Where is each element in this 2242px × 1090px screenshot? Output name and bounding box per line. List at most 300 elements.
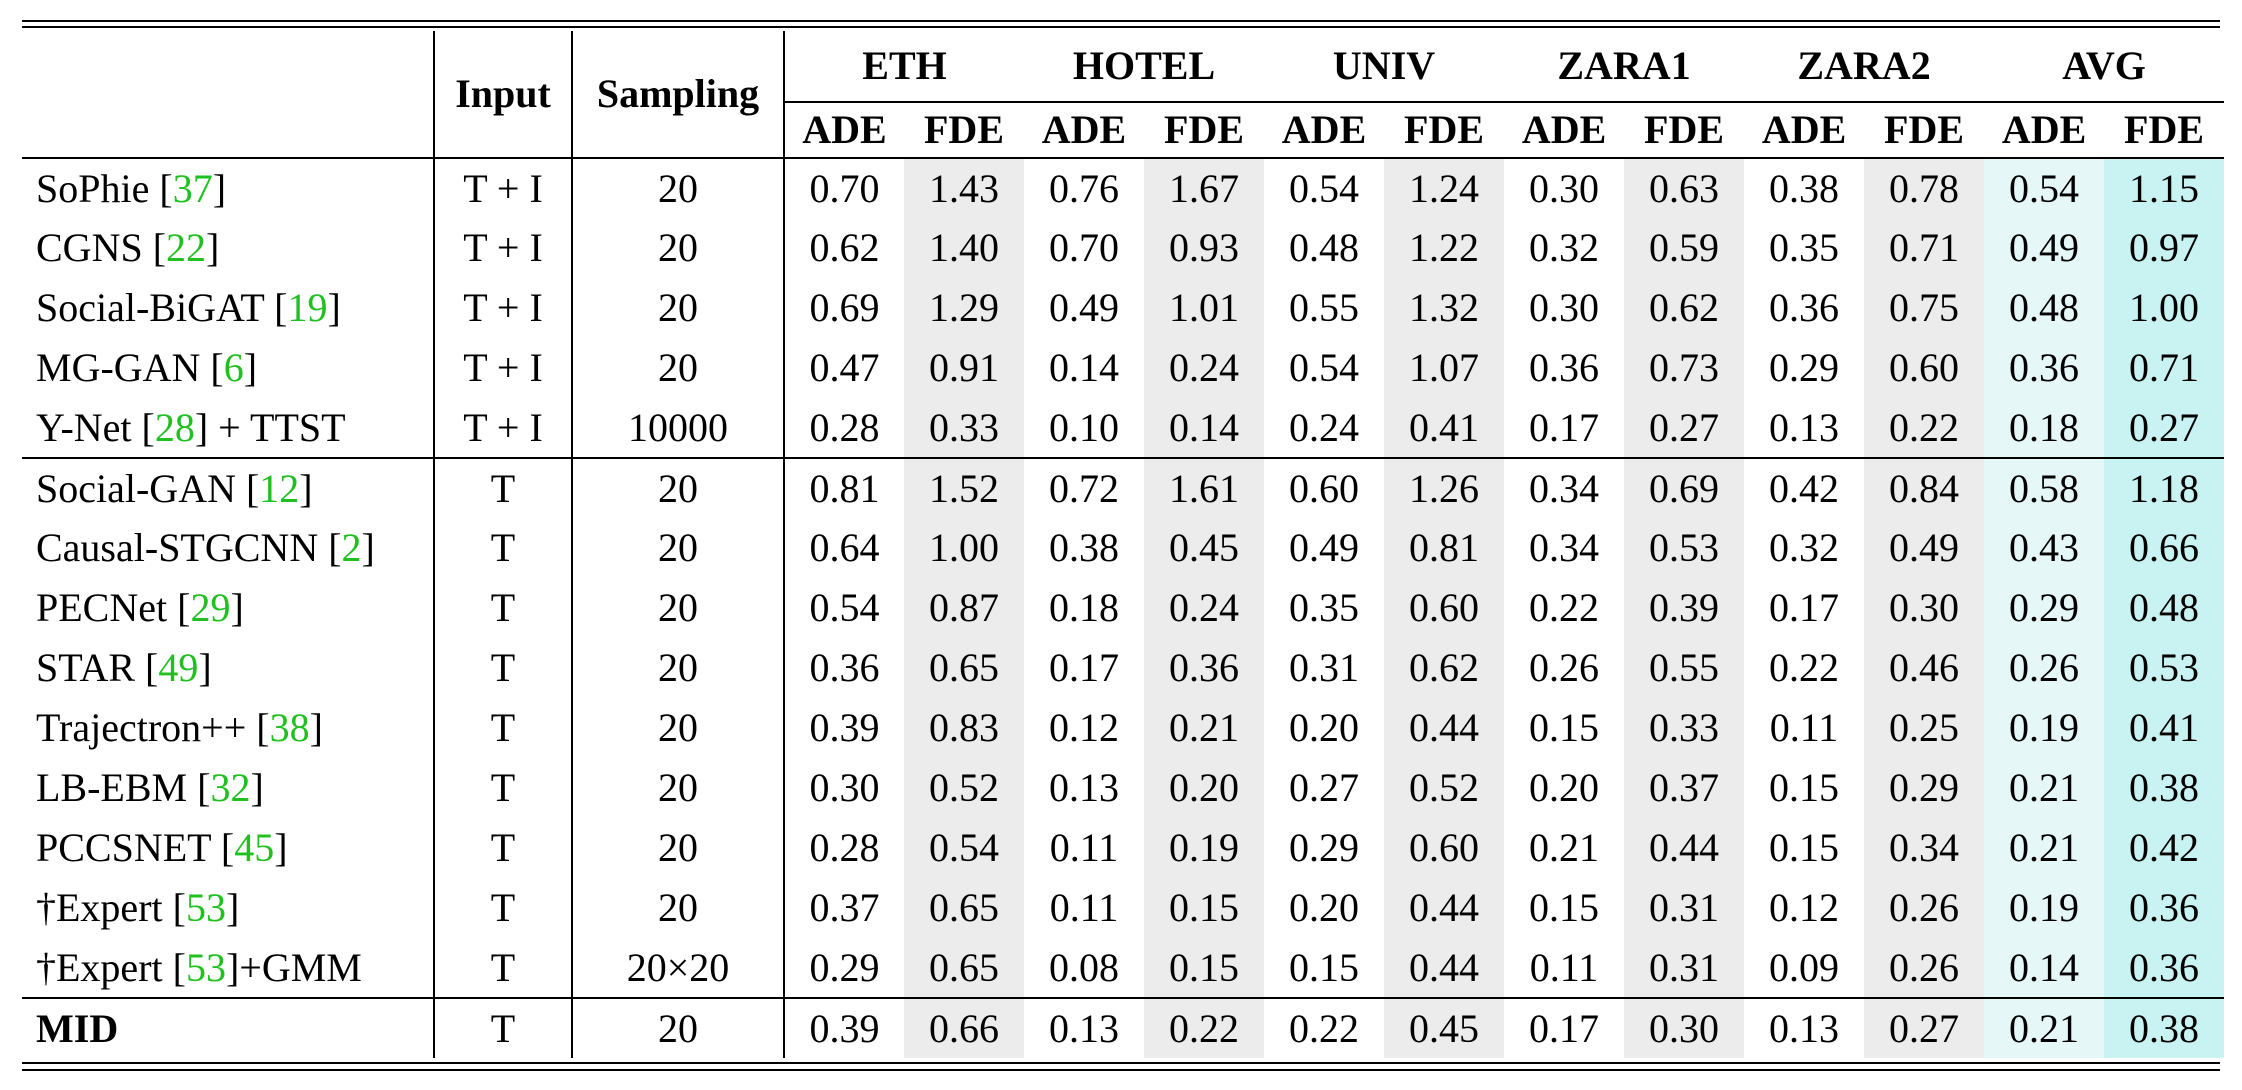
sampling-cell: 20	[572, 698, 784, 758]
method-suffix: ]	[361, 525, 375, 570]
ade-value: 0.09	[1769, 944, 1840, 990]
method-label: PCCSNET [	[36, 825, 235, 870]
ade-value: 0.28	[809, 825, 880, 870]
input-cell: T	[434, 758, 572, 818]
fde-value: 0.20	[1144, 758, 1264, 818]
ade-value: 0.27	[1289, 765, 1360, 810]
fde-value: 0.31	[1624, 878, 1744, 938]
ade-value: 0.21	[1984, 818, 2104, 878]
table-row	[22, 938, 2224, 998]
ade-value: 0.18	[1049, 585, 1120, 630]
fde-value: 1.29	[904, 278, 1024, 338]
sampling-cell: 20	[572, 818, 784, 878]
method-suffix: ]	[274, 825, 288, 870]
method-name	[22, 218, 434, 278]
results-table	[22, 31, 2224, 1058]
ade-value: 0.54	[809, 585, 880, 630]
method-name	[22, 578, 434, 638]
ade-value: 0.22	[1769, 645, 1840, 690]
method-suffix: ]	[299, 465, 313, 511]
fde-value: 0.53	[2104, 638, 2224, 698]
ade-value: 0.21	[1984, 758, 2104, 818]
ade-value: 0.35	[1769, 225, 1840, 270]
header-ade: ADE	[1504, 102, 1624, 158]
fde-value: 0.49	[1864, 518, 1984, 578]
fde-value: 0.66	[904, 998, 1024, 1058]
input-cell: T	[434, 998, 572, 1058]
citation-link[interactable]: 6	[223, 345, 244, 390]
fde-value: 0.36	[1144, 638, 1264, 698]
input-cell: T	[434, 458, 572, 518]
fde-value: 0.62	[1384, 638, 1504, 698]
ade-value: 0.10	[1049, 404, 1120, 450]
table-row	[22, 698, 2224, 758]
table-row	[22, 218, 2224, 278]
fde-value: 0.27	[1864, 998, 1984, 1058]
ade-value: 0.36	[1529, 345, 1600, 390]
fde-value: 0.24	[1144, 578, 1264, 638]
ade-value: 0.13	[1024, 998, 1144, 1058]
ade-value: 0.32	[1769, 525, 1840, 570]
fde-value: 0.71	[1864, 218, 1984, 278]
ade-value: 0.17	[1504, 998, 1624, 1058]
header-dataset-zara2: ZARA2	[1797, 43, 1931, 88]
header-ade: ADE	[1744, 102, 1864, 158]
ade-value: 0.81	[784, 458, 904, 518]
ade-value: 0.30	[809, 765, 880, 810]
fde-value: 0.44	[1384, 698, 1504, 758]
input-cell: T + I	[434, 278, 572, 338]
header-dataset-eth: ETH	[862, 43, 947, 88]
ade-value: 0.12	[1049, 705, 1120, 750]
fde-value: 0.78	[1864, 158, 1984, 218]
input-cell: T	[434, 878, 572, 938]
ade-value: 0.37	[809, 885, 880, 930]
ade-value: 0.54	[1984, 158, 2104, 218]
fde-value: 0.66	[2104, 518, 2224, 578]
bottom-rule-2	[22, 1069, 2220, 1071]
fde-value: 0.22	[1864, 398, 1984, 458]
ade-value: 0.31	[1289, 645, 1360, 690]
fde-value: 0.27	[1624, 398, 1744, 458]
ade-value: 0.11	[1049, 825, 1119, 870]
ade-value: 0.38	[1049, 525, 1120, 570]
input-cell: T + I	[434, 338, 572, 398]
fde-value: 0.83	[904, 698, 1024, 758]
fde-value: 0.48	[2104, 578, 2224, 638]
table-body	[22, 158, 2224, 1058]
ade-value: 0.15	[1769, 765, 1840, 810]
ade-value: 0.69	[809, 285, 880, 330]
ade-value: 0.24	[1289, 404, 1360, 450]
ade-value: 0.20	[1289, 885, 1360, 930]
ade-value: 0.32	[1529, 225, 1600, 270]
method-suffix: ]	[250, 765, 264, 810]
fde-value: 1.52	[904, 458, 1024, 518]
fde-value: 0.69	[1624, 458, 1744, 518]
ade-value: 0.15	[1529, 705, 1600, 750]
ade-value: 0.12	[1769, 885, 1840, 930]
table-row	[22, 518, 2224, 578]
citation-link[interactable]: 29	[190, 585, 231, 630]
ade-value: 0.08	[1049, 944, 1120, 990]
method-label: SoPhie [	[36, 165, 173, 211]
fde-value: 0.27	[2104, 398, 2224, 458]
sampling-cell: 20	[572, 338, 784, 398]
fde-value: 0.55	[1624, 638, 1744, 698]
method-label: Social-GAN [	[36, 465, 260, 511]
header-fde: FDE	[1864, 102, 1984, 158]
ade-value: 0.18	[1984, 398, 2104, 458]
ade-value: 0.29	[809, 944, 880, 990]
fde-value: 1.07	[1384, 338, 1504, 398]
fde-value: 1.26	[1384, 458, 1504, 518]
citation-link[interactable]: 2	[341, 525, 362, 570]
table-row	[22, 758, 2224, 818]
ade-value: 0.17	[1529, 404, 1600, 450]
method-label: LB-EBM [	[36, 765, 211, 810]
ade-value: 0.54	[1289, 165, 1360, 211]
method-suffix: ]+GMM	[225, 944, 362, 990]
ade-value: 0.64	[809, 525, 880, 570]
table-row	[22, 278, 2224, 338]
method-name	[22, 698, 434, 758]
method-name	[22, 158, 434, 218]
fde-value: 1.00	[2104, 278, 2224, 338]
ade-value: 0.70	[809, 165, 880, 211]
fde-value: 0.65	[904, 638, 1024, 698]
method-name	[22, 518, 434, 578]
input-cell: T	[434, 818, 572, 878]
fde-value: 0.60	[1384, 818, 1504, 878]
fde-value: 0.97	[2104, 218, 2224, 278]
fde-value: 0.41	[2104, 698, 2224, 758]
header-fde: FDE	[1624, 102, 1744, 158]
ade-value: 0.26	[1984, 638, 2104, 698]
fde-value: 0.21	[1144, 698, 1264, 758]
fde-value: 0.93	[1144, 218, 1264, 278]
fde-value: 0.75	[1864, 278, 1984, 338]
fde-value: 0.34	[1864, 818, 1984, 878]
method-label: CGNS [	[36, 225, 167, 270]
fde-value: 0.30	[1624, 998, 1744, 1058]
ade-value: 0.14	[1984, 938, 2104, 998]
method-label: †Expert [	[36, 944, 186, 990]
fde-value: 1.43	[904, 158, 1024, 218]
fde-value: 0.25	[1864, 698, 1984, 758]
fde-value: 0.36	[2104, 878, 2224, 938]
method-label: Trajectron++ [	[36, 705, 270, 750]
ade-value: 0.17	[1049, 645, 1120, 690]
method-suffix: ]	[212, 165, 227, 211]
ade-value: 0.30	[1529, 165, 1600, 211]
sampling-cell: 20	[572, 218, 784, 278]
sampling-cell: 10000	[572, 398, 784, 458]
ade-value: 0.34	[1504, 458, 1624, 518]
ade-value: 0.14	[1049, 345, 1120, 390]
table-row	[22, 398, 2224, 458]
header-method	[22, 31, 434, 158]
ade-value: 0.20	[1289, 705, 1360, 750]
header-fde: FDE	[1144, 102, 1264, 158]
sampling-cell: 20×20	[572, 938, 784, 998]
fde-value: 0.63	[1624, 158, 1744, 218]
ade-value: 0.39	[809, 705, 880, 750]
ade-value: 0.30	[1529, 285, 1600, 330]
citation-link[interactable]: 53	[185, 885, 226, 930]
ade-value: 0.48	[1289, 225, 1360, 270]
citation-link[interactable]: 38	[269, 705, 310, 750]
citation-link[interactable]: 37	[172, 165, 213, 211]
ade-value: 0.13	[1049, 765, 1120, 810]
ade-value: 0.26	[1529, 645, 1600, 690]
fde-value: 0.44	[1384, 878, 1504, 938]
fde-value: 0.22	[1144, 998, 1264, 1058]
ade-value: 0.39	[784, 998, 904, 1058]
ade-value: 0.34	[1529, 525, 1600, 570]
ade-value: 0.13	[1769, 404, 1840, 450]
fde-value: 0.33	[1624, 698, 1744, 758]
fde-value: 0.37	[1624, 758, 1744, 818]
citation-link[interactable]: 19	[287, 285, 328, 330]
ade-value: 0.49	[1289, 525, 1360, 570]
fde-value: 0.81	[1384, 518, 1504, 578]
sampling-cell: 20	[572, 998, 784, 1058]
header-ade: ADE	[784, 102, 904, 158]
fde-value: 0.59	[1624, 218, 1744, 278]
method-suffix: ]	[206, 225, 220, 270]
fde-value: 0.46	[1864, 638, 1984, 698]
method-suffix: ]	[327, 285, 341, 330]
table-row	[22, 818, 2224, 878]
method-suffix: ] + TTST	[194, 404, 346, 450]
table-row	[22, 998, 2224, 1058]
method-label: Y-Net [	[36, 404, 155, 450]
header-dataset-univ: UNIV	[1332, 43, 1436, 88]
input-cell: T	[434, 938, 572, 998]
ade-value: 0.29	[1289, 825, 1360, 870]
fde-value: 0.26	[1864, 878, 1984, 938]
sampling-cell: 20	[572, 278, 784, 338]
method-name	[22, 638, 434, 698]
header-ade: ADE	[1264, 102, 1384, 158]
method-suffix: ]	[243, 345, 258, 390]
ade-value: 0.55	[1289, 285, 1360, 330]
ade-value: 0.28	[809, 404, 880, 450]
ade-value: 0.47	[809, 345, 880, 390]
ade-value: 0.15	[1529, 885, 1600, 930]
fde-value: 0.60	[1864, 338, 1984, 398]
input-cell: T	[434, 578, 572, 638]
fde-value: 0.26	[1864, 938, 1984, 998]
fde-value: 0.44	[1624, 818, 1744, 878]
ade-value: 0.22	[1264, 998, 1384, 1058]
ade-value: 0.62	[809, 225, 880, 270]
ade-value: 0.72	[1024, 458, 1144, 518]
fde-value: 0.52	[1384, 758, 1504, 818]
ade-value: 0.60	[1264, 458, 1384, 518]
ade-value: 0.15	[1769, 825, 1840, 870]
ade-value: 0.49	[1049, 285, 1120, 330]
method-label: Social-BiGAT [	[36, 285, 288, 330]
input-cell: T + I	[434, 398, 572, 458]
ade-value: 0.17	[1769, 585, 1840, 630]
sampling-cell: 20	[572, 518, 784, 578]
ade-value: 0.19	[1984, 698, 2104, 758]
table-row	[22, 458, 2224, 518]
fde-value: 0.38	[2104, 758, 2224, 818]
fde-value: 0.39	[1624, 578, 1744, 638]
method-suffix: ]	[225, 885, 240, 930]
header-ade: ADE	[1024, 102, 1144, 158]
fde-value: 0.45	[1144, 518, 1264, 578]
header-row-datasets	[22, 31, 2224, 102]
input-cell: T	[434, 698, 572, 758]
ade-value: 0.42	[1744, 458, 1864, 518]
method-label: MID	[36, 1005, 119, 1051]
citation-link[interactable]: 22	[166, 225, 207, 270]
fde-value: 0.87	[904, 578, 1024, 638]
fde-value: 1.61	[1144, 458, 1264, 518]
ade-value: 0.54	[1289, 345, 1360, 390]
fde-value: 1.24	[1384, 158, 1504, 218]
top-rule-1	[22, 20, 2220, 22]
fde-value: 1.01	[1144, 278, 1264, 338]
method-label: STAR [	[36, 645, 159, 690]
method-name	[22, 398, 434, 458]
sampling-cell: 20	[572, 158, 784, 218]
citation-link[interactable]: 32	[210, 765, 251, 810]
fde-value: 1.32	[1384, 278, 1504, 338]
ade-value: 0.49	[1984, 218, 2104, 278]
fde-value: 0.31	[1624, 938, 1744, 998]
header-fde: FDE	[2104, 102, 2224, 158]
fde-value: 0.15	[1144, 938, 1264, 998]
fde-value: 0.14	[1144, 398, 1264, 458]
method-label: †Expert [	[36, 885, 186, 930]
citation-link[interactable]: 49	[158, 645, 199, 690]
header-ade: ADE	[1984, 102, 2104, 158]
header-dataset-hotel: HOTEL	[1072, 43, 1216, 88]
method-suffix: ]	[309, 705, 323, 750]
fde-value: 0.65	[904, 878, 1024, 938]
fde-value: 0.42	[2104, 818, 2224, 878]
ade-value: 0.20	[1529, 765, 1600, 810]
fde-value: 0.19	[1144, 818, 1264, 878]
method-name	[22, 878, 434, 938]
method-name	[22, 998, 434, 1058]
method-name	[22, 938, 434, 998]
ade-value: 0.29	[1769, 345, 1840, 390]
fde-value: 0.60	[1384, 578, 1504, 638]
method-label: PECNet [	[36, 585, 191, 630]
method-name	[22, 458, 434, 518]
citation-link[interactable]: 45	[234, 825, 275, 870]
fde-value: 0.36	[2104, 938, 2224, 998]
fde-value: 0.15	[1144, 878, 1264, 938]
ade-value: 0.76	[1049, 165, 1120, 211]
table-row	[22, 638, 2224, 698]
sampling-cell: 20	[572, 878, 784, 938]
header-fde: FDE	[904, 102, 1024, 158]
table-row	[22, 338, 2224, 398]
top-rule-2	[22, 26, 2220, 28]
table-row	[22, 578, 2224, 638]
citation-link[interactable]: 12	[259, 465, 300, 511]
input-cell: T	[434, 518, 572, 578]
ade-value: 0.36	[1769, 285, 1840, 330]
bottom-rule-1	[22, 1062, 2220, 1064]
ade-value: 0.19	[1984, 878, 2104, 938]
sampling-cell: 20	[572, 758, 784, 818]
input-cell: T	[434, 638, 572, 698]
fde-value: 0.44	[1384, 938, 1504, 998]
sampling-cell: 20	[572, 578, 784, 638]
fde-value: 0.71	[2104, 338, 2224, 398]
ade-value: 0.35	[1289, 585, 1360, 630]
fde-value: 0.53	[1624, 518, 1744, 578]
ade-value: 0.38	[1769, 165, 1840, 211]
ade-value: 0.21	[1529, 825, 1600, 870]
ade-value: 0.11	[1529, 944, 1599, 990]
ade-value: 0.21	[1984, 998, 2104, 1058]
method-suffix: ]	[230, 585, 244, 630]
fde-value: 0.41	[1384, 398, 1504, 458]
method-name	[22, 278, 434, 338]
fde-value: 0.84	[1864, 458, 1984, 518]
input-cell: T + I	[434, 218, 572, 278]
method-name	[22, 338, 434, 398]
ade-value: 0.11	[1049, 885, 1119, 930]
citation-link[interactable]: 28	[154, 404, 195, 450]
ade-value: 0.29	[1984, 578, 2104, 638]
header-dataset-zara1: ZARA1	[1557, 43, 1691, 88]
method-name	[22, 818, 434, 878]
method-label: MG-GAN [	[36, 345, 224, 390]
input-cell: T + I	[434, 158, 572, 218]
ade-value: 0.48	[1984, 278, 2104, 338]
fde-value: 0.45	[1384, 998, 1504, 1058]
method-suffix: ]	[198, 645, 212, 690]
header-fde: FDE	[1384, 102, 1504, 158]
fde-value: 0.62	[1624, 278, 1744, 338]
header-dataset-avg: AVG	[2062, 43, 2146, 88]
ade-value: 0.36	[809, 645, 880, 690]
fde-value: 0.24	[1144, 338, 1264, 398]
header-input: Input	[434, 31, 572, 158]
fde-value: 1.18	[2104, 458, 2224, 518]
fde-value: 0.73	[1624, 338, 1744, 398]
fde-value: 0.52	[904, 758, 1024, 818]
fde-value: 1.00	[904, 518, 1024, 578]
fde-value: 0.54	[904, 818, 1024, 878]
header-sampling: Sampling	[572, 31, 784, 158]
ade-value: 0.13	[1744, 998, 1864, 1058]
ade-value: 0.15	[1289, 944, 1360, 990]
ade-value: 0.43	[1984, 518, 2104, 578]
table-row	[22, 878, 2224, 938]
fde-value: 1.67	[1144, 158, 1264, 218]
citation-link[interactable]: 53	[185, 944, 226, 990]
fde-value: 1.15	[2104, 158, 2224, 218]
fde-value: 1.22	[1384, 218, 1504, 278]
fde-value: 0.38	[2104, 998, 2224, 1058]
ade-value: 0.22	[1529, 585, 1600, 630]
table-row	[22, 158, 2224, 218]
method-name	[22, 758, 434, 818]
fde-value: 0.33	[904, 398, 1024, 458]
sampling-cell: 20	[572, 458, 784, 518]
